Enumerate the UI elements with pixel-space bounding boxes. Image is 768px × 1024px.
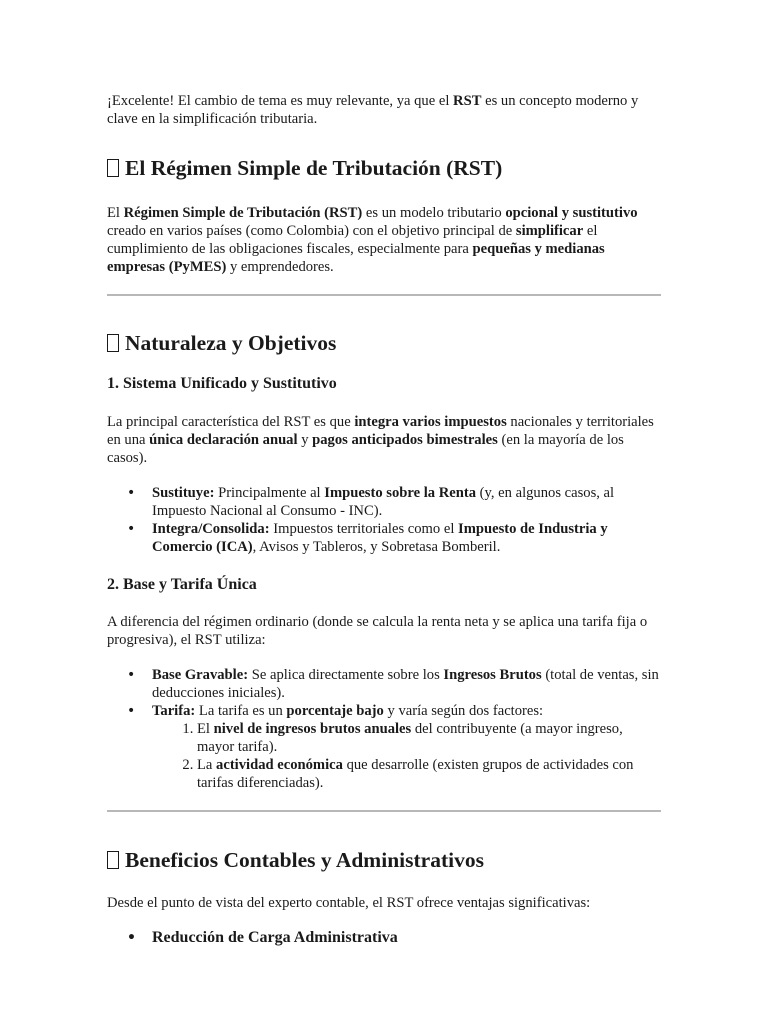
document-page <box>107 92 661 947</box>
section-heading-naturaleza <box>107 329 661 357</box>
text: y <box>297 432 313 448</box>
text: el cumplimiento de las obligaciones fiscales, especialmente para <box>107 223 598 257</box>
ordered-list-item <box>197 720 661 756</box>
ordered-list-item <box>197 756 661 792</box>
list-item <box>107 702 661 720</box>
text: La tarifa es un <box>195 703 287 719</box>
list-item <box>107 484 661 520</box>
text: y varía según dos factores: <box>383 703 544 719</box>
text: El <box>197 721 214 737</box>
text-bold: Base Gravable: <box>152 667 249 683</box>
text: (en la mayoría de los casos). <box>107 432 624 466</box>
text: ¡Excelente! El cambio de tema es muy relevante, ya que el <box>107 93 454 109</box>
base-tarifa-paragraph: A diferencia del régimen ordinario (donde se calcula la renta neta y se aplica una tarifa fija o progresiva), el RST utiliza: <box>107 614 648 648</box>
text-bold: Impuesto de Industria y Comercio (ICA) <box>152 521 608 555</box>
text: La <box>197 757 217 773</box>
text-bold: Sustituye: <box>152 485 215 501</box>
text-bold: Impuesto sobre la Renta <box>324 485 477 501</box>
list-item <box>107 520 661 556</box>
subheading-sistema-unificado: 1. Sistema Unificado y Sustitutivo <box>107 375 337 392</box>
text-bold: porcentaje bajo <box>286 703 384 719</box>
tarifa-factors-list <box>107 720 661 792</box>
divider <box>107 294 661 296</box>
text: Impuestos territoriales como el <box>269 521 459 537</box>
text: es un modelo tributario <box>362 205 506 221</box>
section-heading-beneficios <box>107 846 661 874</box>
sustitutivo-list <box>107 484 661 556</box>
text-bold: Tarifa: <box>152 703 196 719</box>
missing-glyph-icon <box>107 159 119 177</box>
text-bold: actividad económica <box>216 757 343 773</box>
list-item <box>107 666 661 702</box>
text: (y, en algunos casos, al Impuesto Nacional al Consumo - INC). <box>152 485 615 519</box>
sistema-unificado-paragraph <box>107 413 661 467</box>
text-bold: Integra/Consolida: <box>152 521 270 537</box>
section-heading-rst <box>107 154 661 182</box>
text: que desarrolle (existen grupos de actividades con tarifas diferenciadas). <box>197 757 634 791</box>
list-item: • Reducción de Carga Administrativa <box>107 929 661 947</box>
text-bold: pequeñas y medianas empresas (PyMES) <box>107 241 605 275</box>
text: La principal característica del RST es que <box>107 414 355 430</box>
text-bold: Ingresos Brutos <box>443 667 542 683</box>
beneficios-paragraph: Desde el punto de vista del experto contable, el RST ofrece ventajas significativas: <box>107 895 591 911</box>
text-bold: Régimen Simple de Tributación (RST) <box>123 205 363 221</box>
text: y emprendedores. <box>226 259 334 275</box>
missing-glyph-icon <box>107 334 119 352</box>
intro-paragraph <box>107 92 661 128</box>
heading-text: Beneficios Contables y Administrativos <box>125 848 484 872</box>
text: Se aplica directamente sobre los <box>248 667 444 683</box>
beneficios-list <box>107 929 661 947</box>
divider <box>107 810 661 812</box>
heading-text: El Régimen Simple de Tributación (RST) <box>125 156 503 180</box>
missing-glyph-icon <box>107 851 119 869</box>
text: del contribuyente (a mayor ingreso, mayor tarifa). <box>197 721 623 755</box>
text-bold: RST <box>453 93 482 109</box>
text-bold: opcional y sustitutivo <box>505 205 638 221</box>
text: nacionales y territoriales en una <box>107 414 654 448</box>
rst-definition-paragraph <box>107 204 661 276</box>
text-bold: pagos anticipados bimestrales <box>312 432 498 448</box>
base-tarifa-list <box>107 666 661 720</box>
text: es un concepto moderno y clave en la simplificación tributaria. <box>107 93 639 127</box>
text-bold: única declaración anual <box>149 432 298 448</box>
text: creado en varios países (como Colombia) con el objetivo principal de <box>107 223 516 239</box>
text: Principalmente al <box>214 485 325 501</box>
text: (total de ventas, sin deducciones iniciales). <box>152 667 659 701</box>
text: , Avisos y Tableros, y Sobretasa Bomberil. <box>252 539 501 555</box>
subheading-base-tarifa: 2. Base y Tarifa Única <box>107 576 257 593</box>
text-bold: simplificar <box>515 223 584 239</box>
heading-text: Naturaleza y Objetivos <box>125 331 337 355</box>
text-bold: nivel de ingresos brutos anuales <box>213 721 412 737</box>
text-bold: integra varios impuestos <box>354 414 507 430</box>
text: El <box>107 205 124 221</box>
